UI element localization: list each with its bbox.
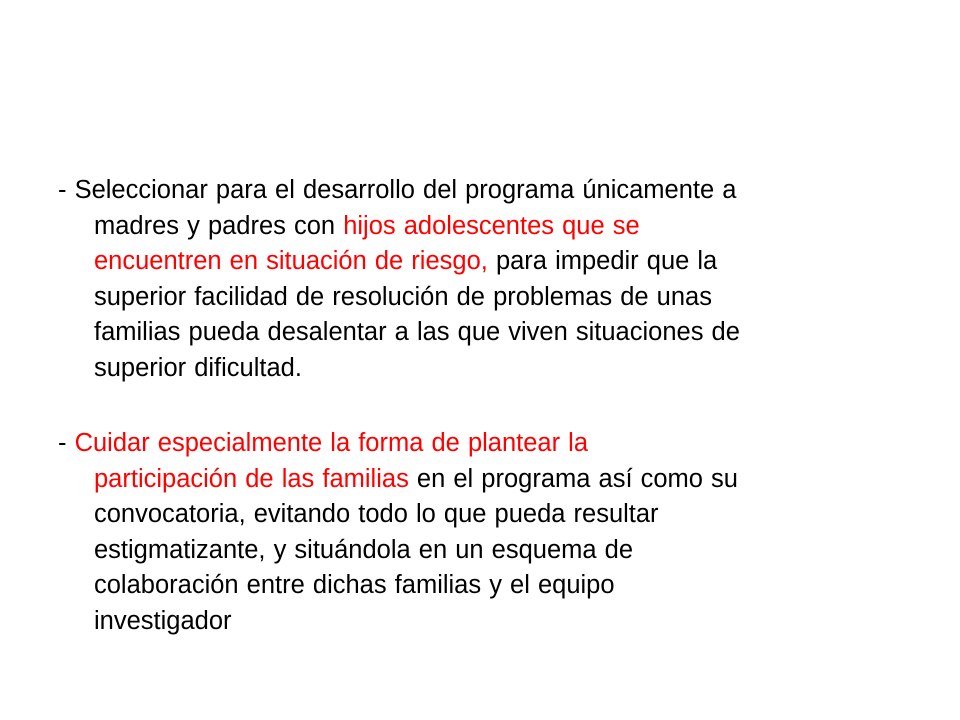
text-line <box>58 173 908 209</box>
text-line <box>58 568 908 604</box>
text-line <box>58 497 908 533</box>
text-line <box>58 315 908 351</box>
highlighted-text: encuentren en situación de riesgo, <box>94 247 488 275</box>
text-line <box>58 604 908 640</box>
paragraph-select-families <box>58 173 908 386</box>
body-text: estigmatizante, y situándola en un esquema de <box>94 535 634 564</box>
body-text: investigador <box>94 606 232 635</box>
text-line <box>58 533 908 569</box>
body-text: en el programa así como su <box>408 464 738 493</box>
body-text: superior dificultad. <box>94 353 302 382</box>
body-text: convocatoria, evitando todo lo que pueda resultar <box>94 500 659 528</box>
body-text: familias pueda desalentar a las que viven situaciones de <box>94 318 740 346</box>
text-line <box>58 209 908 245</box>
body-text: - Seleccionar para el desarrollo del programa únicamente a <box>58 176 737 204</box>
body-text: superior facilidad de resolución de problemas de unas <box>94 282 712 311</box>
highlighted-text: participación de las familias <box>94 464 409 493</box>
text-line <box>58 462 908 498</box>
body-text: madres y padres con <box>94 211 344 240</box>
body-text: colaboración entre dichas familias y el equipo <box>94 571 615 599</box>
body-text: para impedir que la <box>487 247 718 275</box>
highlighted-text: hijos adolescentes que se <box>343 211 640 240</box>
highlighted-text: Cuidar especialmente la forma de plantear la <box>74 429 589 457</box>
text-line <box>58 244 908 280</box>
text-line <box>58 351 908 387</box>
text-line <box>58 280 908 316</box>
body-text: - <box>58 429 75 457</box>
text-line <box>58 426 908 462</box>
paragraph-care-participation <box>58 426 908 639</box>
